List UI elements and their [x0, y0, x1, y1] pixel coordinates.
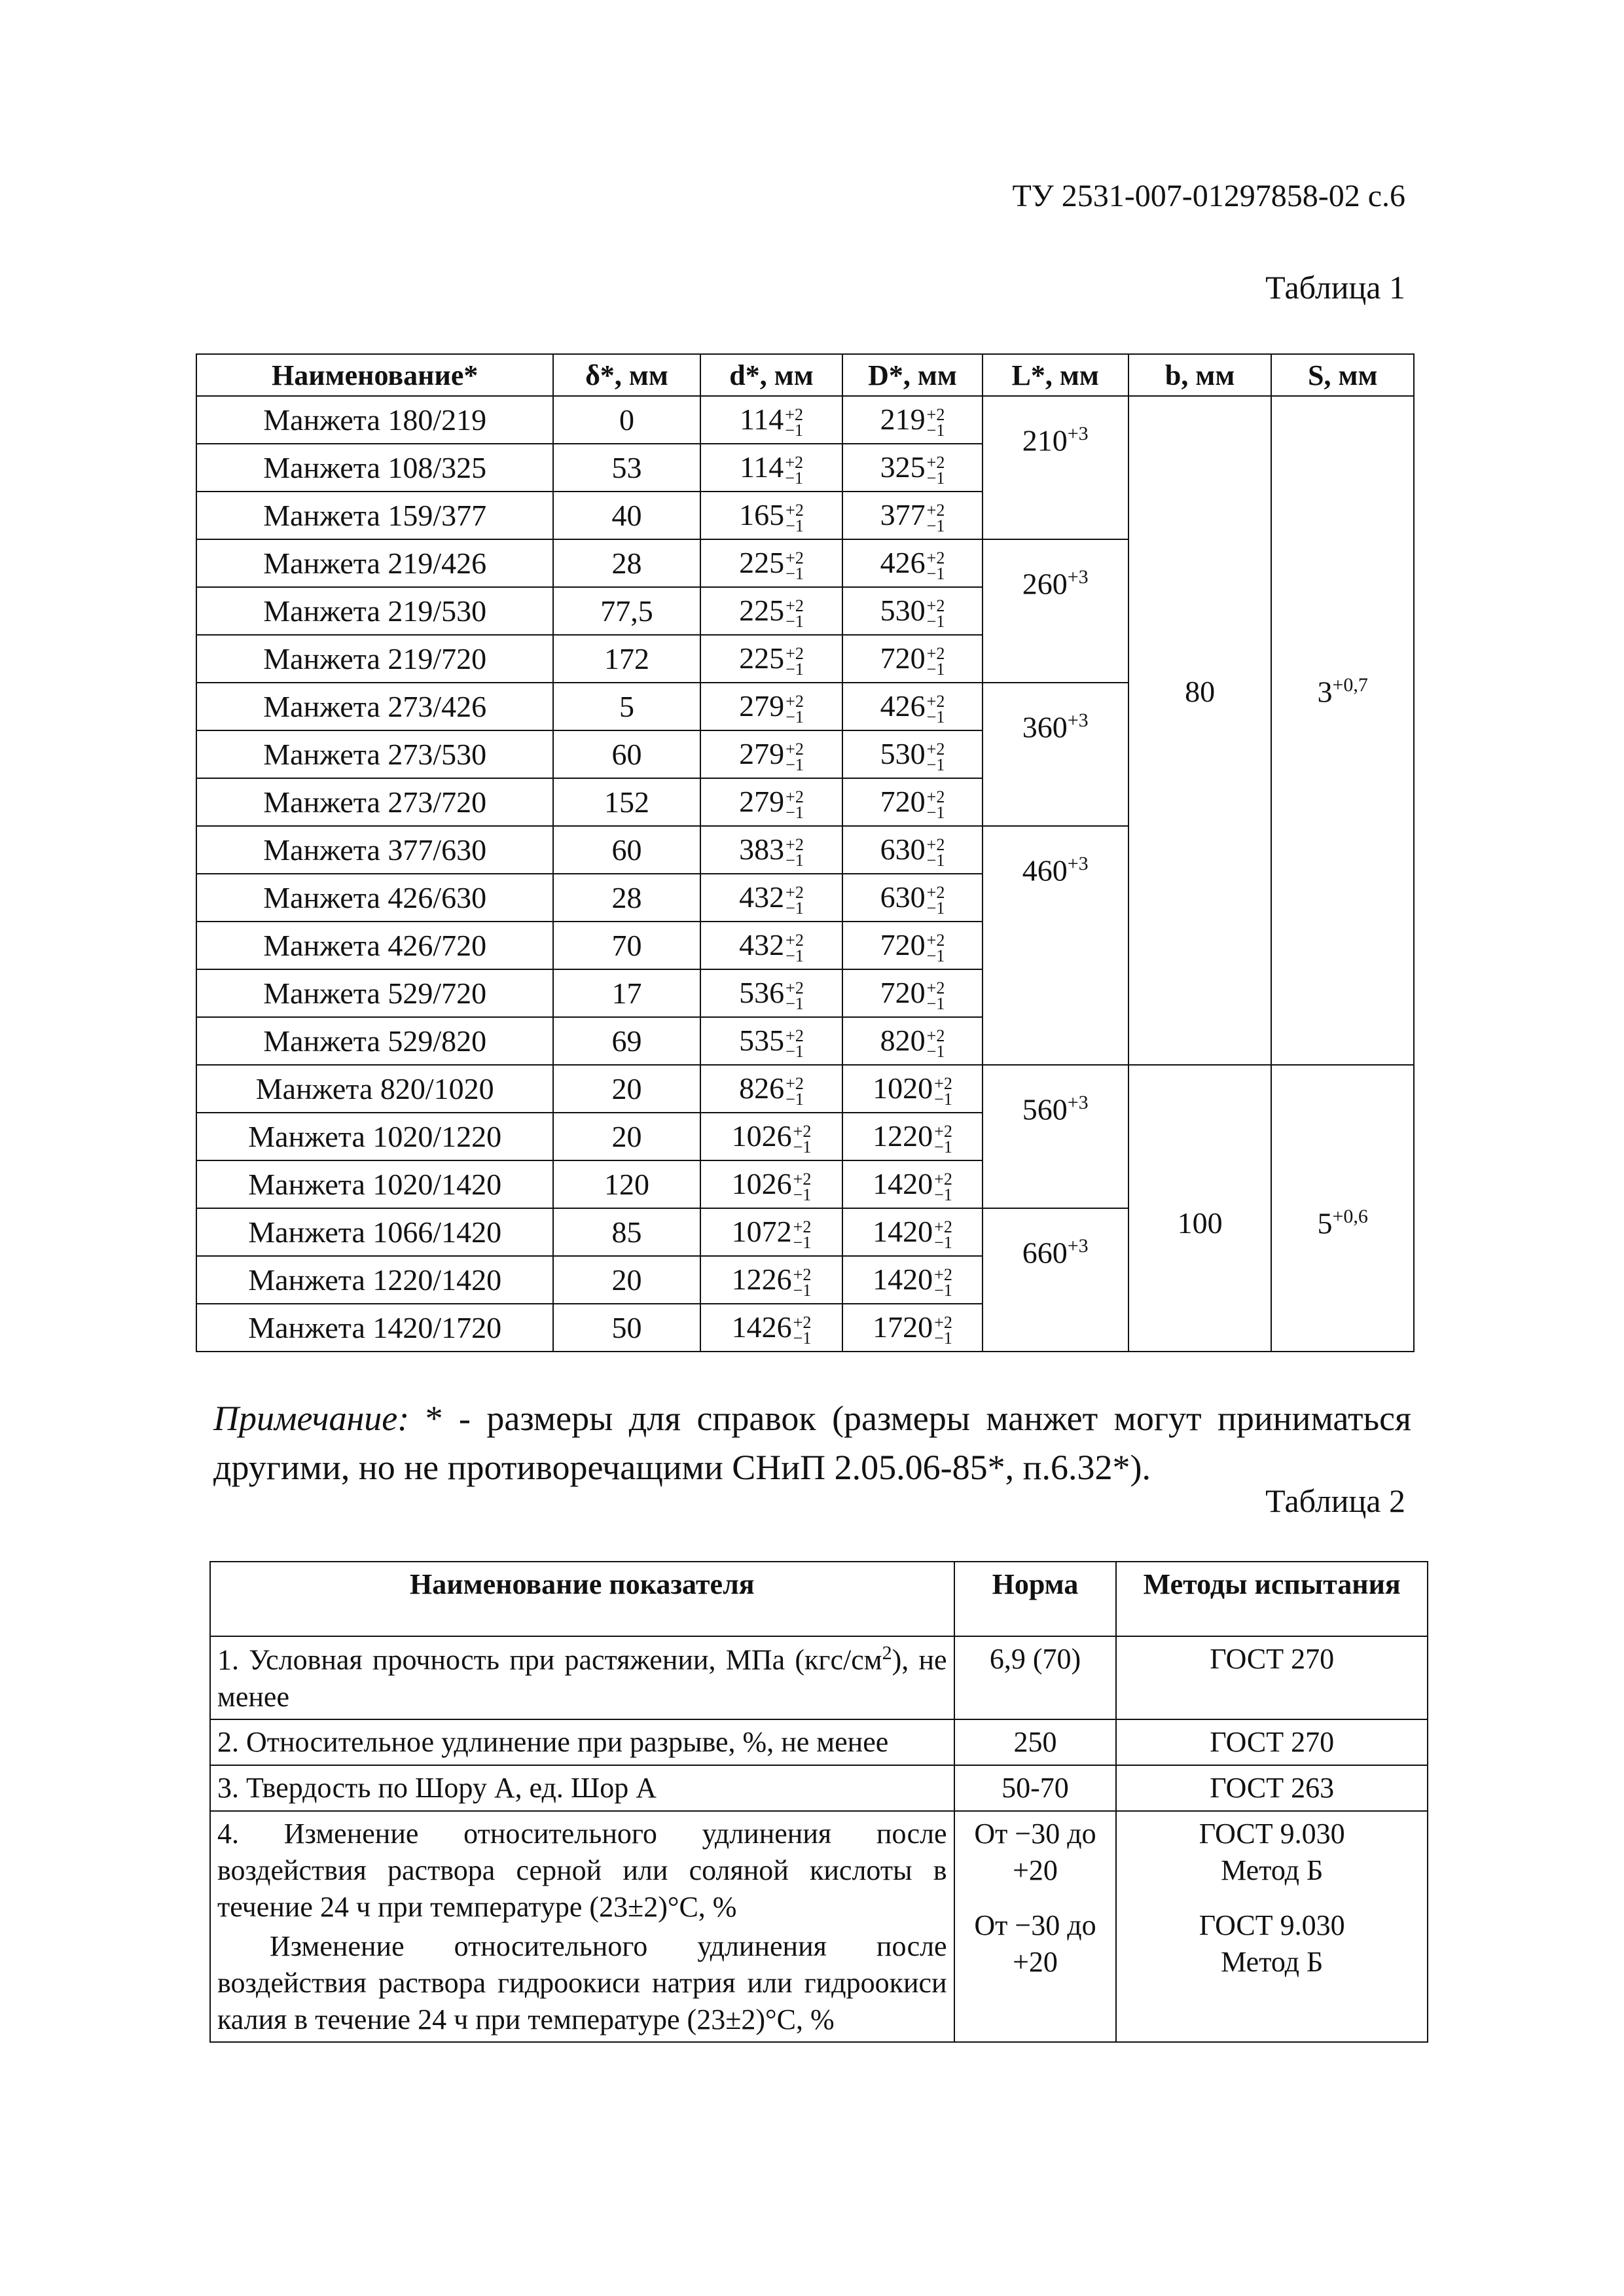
column-header: D*, мм [842, 354, 982, 396]
tolerance: +2 −1 [926, 931, 945, 965]
inner-diameter: 1226 +2 −1 [700, 1256, 843, 1304]
delta-value: 20 [553, 1113, 700, 1160]
item-name: Манжета 219/530 [196, 587, 553, 635]
outer-diameter: 1720 +2 −1 [842, 1304, 982, 1352]
item-name: Манжета 426/720 [196, 922, 553, 969]
inner-diameter: 114 +2 −1 [700, 444, 843, 492]
outer-diameter: 377 +2 −1 [842, 492, 982, 539]
item-name: Манжета 273/720 [196, 778, 553, 826]
delta-value: 60 [553, 730, 700, 778]
item-name: Манжета 159/377 [196, 492, 553, 539]
tolerance: +2 −1 [926, 1026, 945, 1061]
outer-diameter: 1420 +2 −1 [842, 1208, 982, 1256]
tolerance: +2 −1 [793, 1170, 812, 1204]
tolerance: +2 −1 [785, 787, 804, 822]
outer-diameter: 426 +2 −1 [842, 683, 982, 730]
outer-diameter: 720 +2 −1 [842, 635, 982, 683]
norm-value: 250 [954, 1719, 1117, 1765]
delta-value: 69 [553, 1017, 700, 1065]
table-row [210, 1765, 1428, 1811]
test-method: ГОСТ 270 [1116, 1719, 1428, 1765]
length-value: $660^{+3}$ [983, 1208, 1128, 1352]
test-method: ГОСТ 263 [1116, 1765, 1428, 1811]
delta-value: 17 [553, 969, 700, 1017]
tolerance: +2 −1 [785, 978, 804, 1013]
item-name: Манжета 180/219 [196, 396, 553, 444]
thickness-value: $5^{+0,6}$ [1271, 1065, 1414, 1352]
delta-value: 60 [553, 826, 700, 874]
delta-value: 28 [553, 874, 700, 922]
delta-value: 172 [553, 635, 700, 683]
width-value: 80 [1128, 396, 1272, 1065]
outer-diameter: 720 +2 −1 [842, 778, 982, 826]
item-name: Манжета 273/530 [196, 730, 553, 778]
tolerance: +2 −1 [926, 501, 945, 535]
inner-diameter: 279 +2 −1 [700, 778, 843, 826]
tolerance: +2 −1 [785, 596, 804, 631]
tolerance: +2 −1 [926, 596, 945, 631]
item-name: Манжета 219/720 [196, 635, 553, 683]
item-name: Манжета 1020/1420 [196, 1160, 553, 1208]
tolerance: +2 −1 [926, 787, 945, 822]
item-name: Манжета 529/720 [196, 969, 553, 1017]
tolerance: +2 −1 [793, 1265, 812, 1300]
column-header: Наименование показателя [210, 1562, 954, 1636]
indicator-name: 2. Относительное удлинение при разрыве, %, не менее [210, 1719, 954, 1765]
tolerance: +2 −1 [785, 931, 804, 965]
outer-diameter: 219 +2 −1 [842, 396, 982, 444]
inner-diameter: 225 +2 −1 [700, 587, 843, 635]
table2 [209, 1561, 1428, 2043]
delta-value: 85 [553, 1208, 700, 1256]
inner-diameter: 225 +2 −1 [700, 539, 843, 587]
table1-body [196, 396, 1414, 1352]
tolerance: +2 −1 [785, 405, 803, 440]
length-value: $460^{+3}$ [983, 826, 1128, 1065]
column-header: δ*, мм [553, 354, 700, 396]
table-row [210, 1811, 1428, 2042]
table2-caption: Таблица 2 [1265, 1482, 1405, 1519]
delta-value: 40 [553, 492, 700, 539]
delta-value: 5 [553, 683, 700, 730]
indicator-name: 1. Условная прочность при растяжении, МПа $(кгс/см^2)$, не менее [210, 1636, 954, 1719]
tolerance: +2 −1 [785, 883, 804, 918]
delta-value: 20 [553, 1065, 700, 1113]
tolerance: +2 −1 [926, 835, 945, 870]
outer-diameter: 720 +2 −1 [842, 922, 982, 969]
tolerance: +2 −1 [926, 453, 945, 488]
inner-diameter: 1072 +2 −1 [700, 1208, 843, 1256]
note-label: Примечание: [213, 1399, 410, 1438]
tolerance: +2 −1 [926, 978, 945, 1013]
delta-value: 77,5 [553, 587, 700, 635]
tolerance: +2 −1 [785, 835, 804, 870]
item-name: Манжета 273/426 [196, 683, 553, 730]
column-header: S, мм [1271, 354, 1414, 396]
delta-value: 20 [553, 1256, 700, 1304]
delta-value: 70 [553, 922, 700, 969]
item-name: Манжета 529/820 [196, 1017, 553, 1065]
tolerance: +2 −1 [934, 1074, 952, 1109]
norm-value: От −30 до +20 От −30 до +20 [954, 1811, 1117, 2042]
outer-diameter: 530 +2 −1 [842, 587, 982, 635]
inner-diameter: 535 +2 −1 [700, 1017, 843, 1065]
tolerance: +2 −1 [793, 1122, 812, 1157]
table1-header-row [196, 354, 1414, 396]
indicator-name-alkali: Изменение относительного удлинения после воздействия раствора гидроокиси натрия или гидроокиси калия в течение 24 ч при температуре (23±2)°С, % [217, 1929, 947, 2036]
outer-diameter: 1420 +2 −1 [842, 1160, 982, 1208]
delta-value: 50 [553, 1304, 700, 1352]
item-name: Манжета 1020/1220 [196, 1113, 553, 1160]
delta-value: 120 [553, 1160, 700, 1208]
tolerance: +2 −1 [785, 740, 804, 774]
outer-diameter: 426 +2 −1 [842, 539, 982, 587]
tolerance: +2 −1 [785, 548, 804, 583]
outer-diameter: 720 +2 −1 [842, 969, 982, 1017]
item-name: Манжета 820/1020 [196, 1065, 553, 1113]
length-value: $260^{+3}$ [983, 539, 1128, 683]
tolerance: +2 −1 [926, 740, 945, 774]
item-name: Манжета 1220/1420 [196, 1256, 553, 1304]
column-header: Методы испытания [1116, 1562, 1428, 1636]
inner-diameter: 1426 +2 −1 [700, 1304, 843, 1352]
indicator-name: 3. Твердость по Шору А, ед. Шор А [210, 1765, 954, 1811]
table1-caption: Таблица 1 [1265, 269, 1405, 306]
table1 [196, 353, 1415, 1352]
table-row [196, 396, 1414, 444]
inner-diameter: 432 +2 −1 [700, 874, 843, 922]
column-header: Норма [954, 1562, 1117, 1636]
test-method: ГОСТ 270 [1116, 1636, 1428, 1719]
width-value: 100 [1128, 1065, 1272, 1352]
tolerance: +2 −1 [926, 548, 945, 583]
tolerance: +2 −1 [934, 1170, 952, 1204]
outer-diameter: 1020 +2 −1 [842, 1065, 982, 1113]
item-name: Манжета 1066/1420 [196, 1208, 553, 1256]
tolerance: +2 −1 [785, 1026, 804, 1061]
item-name: Манжета 1420/1720 [196, 1304, 553, 1352]
item-name: Манжета 377/630 [196, 826, 553, 874]
thickness-value: $3^{+0,7}$ [1271, 396, 1414, 1065]
tolerance: +2 −1 [934, 1217, 952, 1252]
test-method: ГОСТ 9.030 Метод Б ГОСТ 9.030 Метод Б [1116, 1811, 1428, 2042]
norm-value: 50-70 [954, 1765, 1117, 1811]
tolerance: +2 −1 [793, 1313, 812, 1348]
note [213, 1394, 1411, 1492]
length-value: $560^{+3}$ [983, 1065, 1128, 1208]
column-header: d*, мм [700, 354, 843, 396]
inner-diameter: 114 +2 −1 [700, 396, 843, 444]
outer-diameter: 530 +2 −1 [842, 730, 982, 778]
tolerance: +2 −1 [785, 692, 804, 726]
tolerance: +2 −1 [926, 644, 945, 679]
length-value: $210^{+3}$ [983, 396, 1128, 539]
tolerance: +2 −1 [785, 501, 804, 535]
inner-diameter: 536 +2 −1 [700, 969, 843, 1017]
table-row [196, 1065, 1414, 1113]
outer-diameter: 630 +2 −1 [842, 874, 982, 922]
column-header: L*, мм [983, 354, 1128, 396]
tolerance: +2 −1 [793, 1217, 812, 1252]
outer-diameter: 325 +2 −1 [842, 444, 982, 492]
item-name: Манжета 219/426 [196, 539, 553, 587]
tolerance: +2 −1 [785, 644, 804, 679]
column-header: b, мм [1128, 354, 1272, 396]
outer-diameter: 1420 +2 −1 [842, 1256, 982, 1304]
norm-value: 6,9 (70) [954, 1636, 1117, 1719]
tolerance: +2 −1 [926, 883, 945, 918]
note-text: * - размеры для справок (размеры манжет могут приниматься другими, но не противоречащими СНиП 2.05.06-85*, п.6.32*). [213, 1399, 1411, 1487]
delta-value: 53 [553, 444, 700, 492]
delta-value: 28 [553, 539, 700, 587]
table-row [210, 1719, 1428, 1765]
item-name: Манжета 426/630 [196, 874, 553, 922]
delta-value: 152 [553, 778, 700, 826]
inner-diameter: 383 +2 −1 [700, 826, 843, 874]
inner-diameter: 225 +2 −1 [700, 635, 843, 683]
tolerance: +2 −1 [785, 453, 803, 488]
tolerance: +2 −1 [926, 405, 945, 440]
item-name: Манжета 108/325 [196, 444, 553, 492]
indicator-name-acid: 4. Изменение относительного удлинения после воздействия раствора серной или соляной кислоты в течение 24 ч при температуре (23±2)°С, % [217, 1818, 947, 1923]
inner-diameter: 826 +2 −1 [700, 1065, 843, 1113]
inner-diameter: 279 +2 −1 [700, 683, 843, 730]
tolerance: +2 −1 [934, 1122, 952, 1157]
inner-diameter: 1026 +2 −1 [700, 1113, 843, 1160]
tolerance: +2 −1 [926, 692, 945, 726]
tolerance: +2 −1 [934, 1313, 952, 1348]
tolerance: +2 −1 [785, 1074, 804, 1109]
delta-value: 0 [553, 396, 700, 444]
inner-diameter: 165 +2 −1 [700, 492, 843, 539]
tolerance: +2 −1 [934, 1265, 952, 1300]
table2-header-row [210, 1562, 1428, 1636]
outer-diameter: 820 +2 −1 [842, 1017, 982, 1065]
length-value: $360^{+3}$ [983, 683, 1128, 826]
column-header: Наименование* [196, 354, 553, 396]
indicator-name [210, 1811, 954, 2042]
outer-diameter: 1220 +2 −1 [842, 1113, 982, 1160]
inner-diameter: 432 +2 −1 [700, 922, 843, 969]
table-row [210, 1636, 1428, 1719]
inner-diameter: 279 +2 −1 [700, 730, 843, 778]
inner-diameter: 1026 +2 −1 [700, 1160, 843, 1208]
document-code: ТУ 2531-007-01297858-02 с.6 [1012, 179, 1405, 213]
outer-diameter: 630 +2 −1 [842, 826, 982, 874]
